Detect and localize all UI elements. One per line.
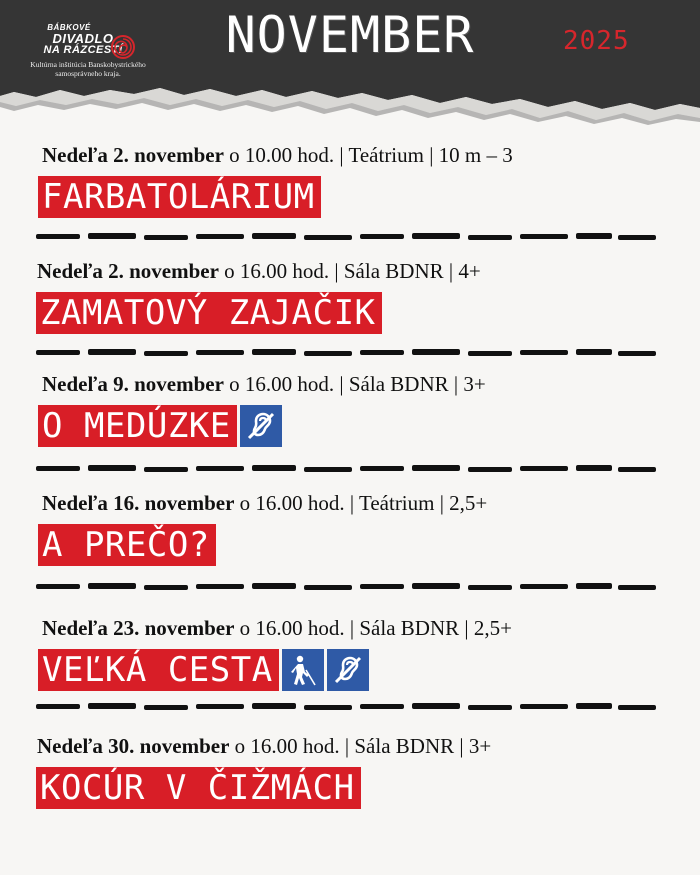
- event-details: o 16.00 hod. | Sála BDNR | 3+: [223, 372, 486, 396]
- event-title: ZAMATOVÝ ZAJAČIK: [36, 292, 382, 334]
- event-title: A PREČO?: [38, 524, 216, 566]
- event-info: [37, 734, 491, 758]
- event-date: Nedeľa 2. november: [42, 143, 224, 167]
- event-info: [42, 491, 487, 515]
- logo-subtitle-1: Kultúrna inštitúcia Banskobystrického: [30, 60, 146, 69]
- dashed-divider: [36, 703, 656, 711]
- event-title-wrap: [38, 649, 369, 691]
- event-details: o 16.00 hod. | Sála BDNR | 2,5+: [234, 616, 512, 640]
- event-date: Nedeľa 2. november: [37, 259, 219, 283]
- event-date: Nedeľa 30. november: [37, 734, 230, 758]
- event-details: o 16.00 hod. | Sála BDNR | 4+: [218, 259, 481, 283]
- event-details: o 10.00 hod. | Teátrium | 10 m – 3: [223, 143, 513, 167]
- event-date: Nedeľa 16. november: [42, 491, 235, 515]
- event-info: [42, 143, 513, 167]
- event-date: Nedeľa 9. november: [42, 372, 224, 396]
- event-title: FARBATOLÁRIUM: [38, 176, 321, 218]
- event-info: [42, 616, 512, 640]
- hearing-impaired-icon: [327, 649, 369, 691]
- event-title: VEĽKÁ CESTA: [38, 649, 279, 691]
- event-title-wrap: [36, 292, 382, 334]
- logo-line-3: NA RÁZCESTÍ: [43, 44, 123, 56]
- event-title: O MEDÚZKE: [38, 405, 237, 447]
- logo-subtitle-2: samosprávneho kraja.: [55, 69, 121, 78]
- event-title: KOCÚR V ČIŽMÁCH: [36, 767, 361, 809]
- event-title-wrap: [38, 176, 321, 218]
- dashed-divider: [36, 349, 656, 357]
- event-title-wrap: [38, 405, 282, 447]
- hearing-impaired-icon: [240, 405, 282, 447]
- event-title-wrap: [38, 524, 216, 566]
- year-label: 2025: [563, 26, 630, 56]
- header-band: [0, 0, 700, 135]
- event-info: [42, 372, 486, 396]
- dashed-divider: [36, 465, 656, 473]
- event-details: o 16.00 hod. | Teátrium | 2,5+: [234, 491, 488, 515]
- blind-person-icon: [282, 649, 324, 691]
- event-title-wrap: [36, 767, 361, 809]
- logo-line-1: BÁBKOVÉ: [47, 23, 91, 32]
- dashed-divider: [36, 233, 656, 241]
- event-details: o 16.00 hod. | Sála BDNR | 3+: [229, 734, 492, 758]
- month-title: NOVEMBER: [225, 6, 475, 64]
- logo-line-2: DIVADLO: [52, 31, 114, 46]
- event-info: [37, 259, 481, 283]
- dashed-divider: [36, 583, 656, 591]
- event-date: Nedeľa 23. november: [42, 616, 235, 640]
